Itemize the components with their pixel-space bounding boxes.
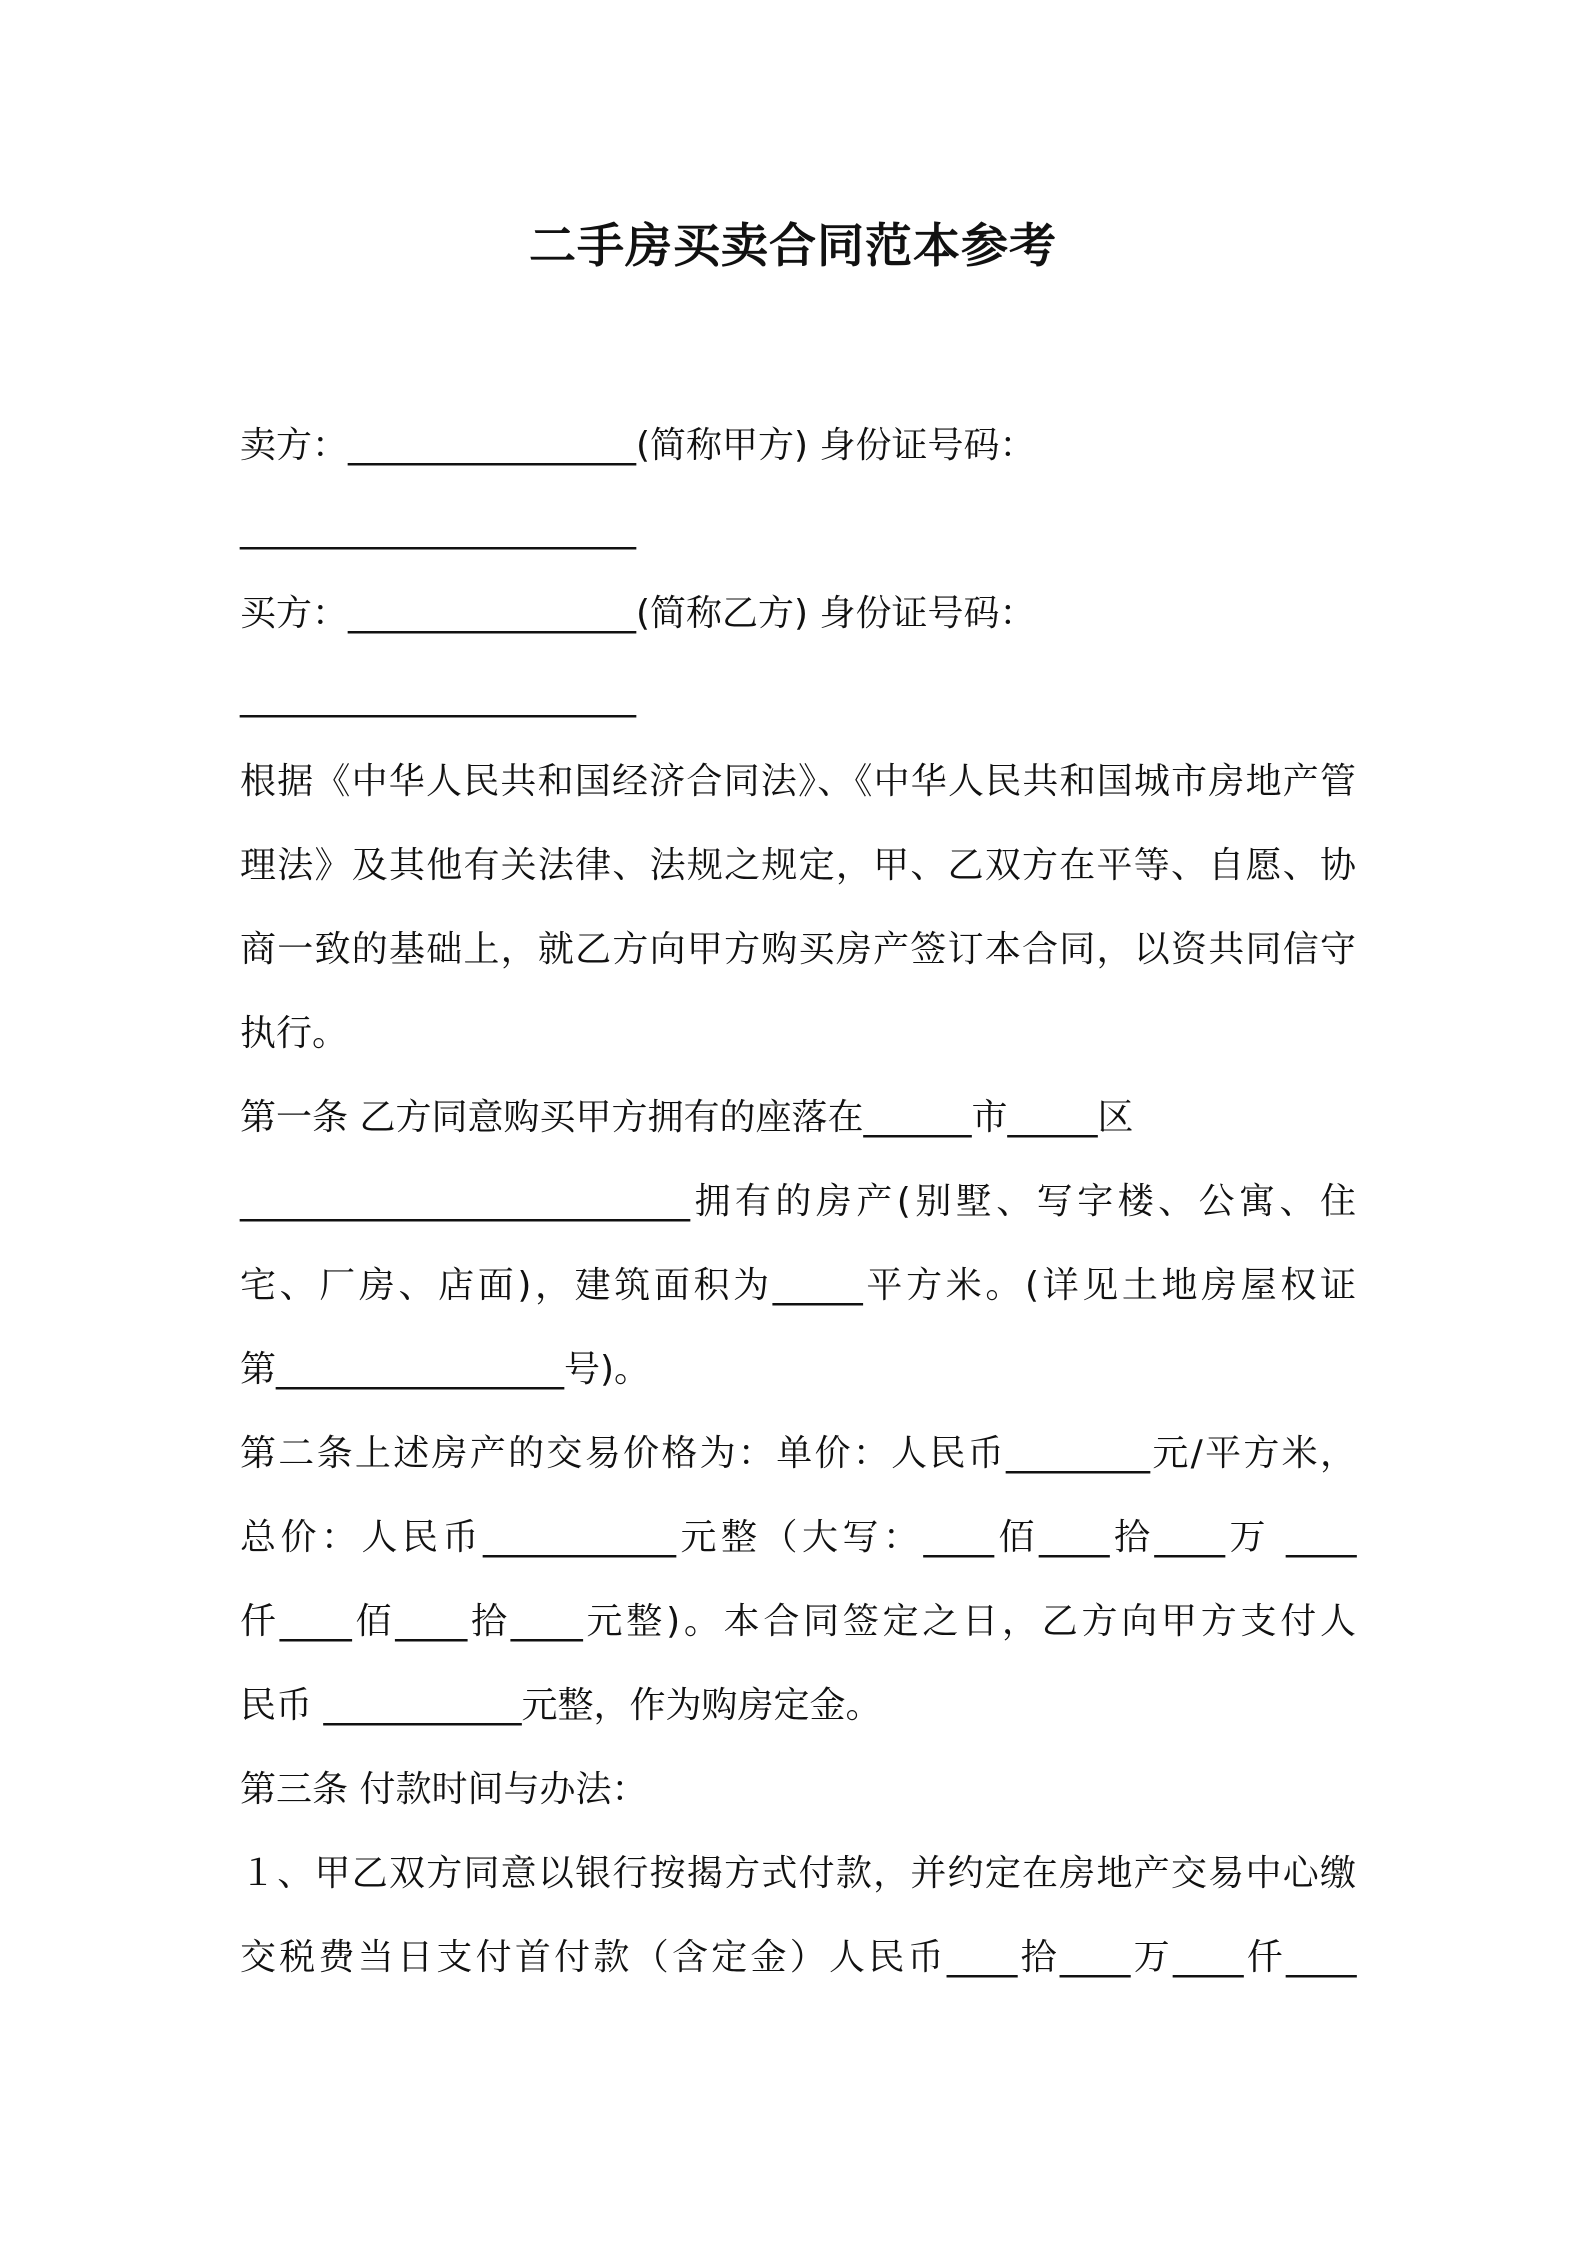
article-3-item-1-line-1: １、甲乙双方同意以银行按揭方式付款，并约定在房地产交易中心缴 — [240, 1853, 1356, 1894]
document-body — [240, 404, 1356, 2000]
preamble-line-4: 执行。 — [240, 1013, 349, 1054]
article-3-heading: 第三条 付款时间与办法： — [240, 1769, 648, 1810]
article-1-line-3: 宅、厂房、店面)，建筑面积为_____平方米。(详见土地房屋权证 — [240, 1265, 1356, 1306]
article-1-line-1: 第一条 乙方同意购买甲方拥有的座落在______市_____区 — [240, 1097, 1134, 1138]
seller-line: 卖方：________________(简称甲方) 身份证号码： — [240, 425, 1036, 466]
article-2-line-4: 民币 ___________元整，作为购房定金。 — [240, 1685, 882, 1726]
article-3-item-1-line-2: 交税费当日支付首付款（含定金）人民币____拾____万____仟____ — [240, 1937, 1356, 1978]
article-1-line-2: _________________________拥有的房产(别墅、写字楼、公寓、住 — [240, 1181, 1356, 1222]
seller-id-blank-line: ______________________ — [240, 509, 636, 550]
buyer-line: 买方：________________(简称乙方) 身份证号码： — [240, 593, 1036, 634]
document-title: 二手房买卖合同范本参考 — [529, 219, 1057, 274]
article-2-line-1: 第二条上述房产的交易价格为：单价：人民币________元/平方米， — [240, 1433, 1356, 1474]
preamble-line-3: 商一致的基础上，就乙方向甲方购买房产签订本合同，以资共同信守 — [240, 929, 1356, 970]
article-2-line-3: 仟____佰____拾____元整)。本合同签定之日，乙方向甲方支付人 — [240, 1601, 1356, 1642]
buyer-id-blank-line: ______________________ — [240, 677, 636, 718]
article-2-line-2: 总价：人民币___________元整（大写：____佰____拾____万 ____ — [240, 1517, 1356, 1558]
article-1-line-4: 第________________号)。 — [240, 1349, 651, 1390]
preamble-line-1: 根据《中华人民共和国经济合同法》、《中华人民共和国城市房地产管 — [240, 761, 1356, 802]
preamble-line-2: 理法》及其他有关法律、法规之规定，甲、乙双方在平等、自愿、协 — [240, 845, 1356, 886]
